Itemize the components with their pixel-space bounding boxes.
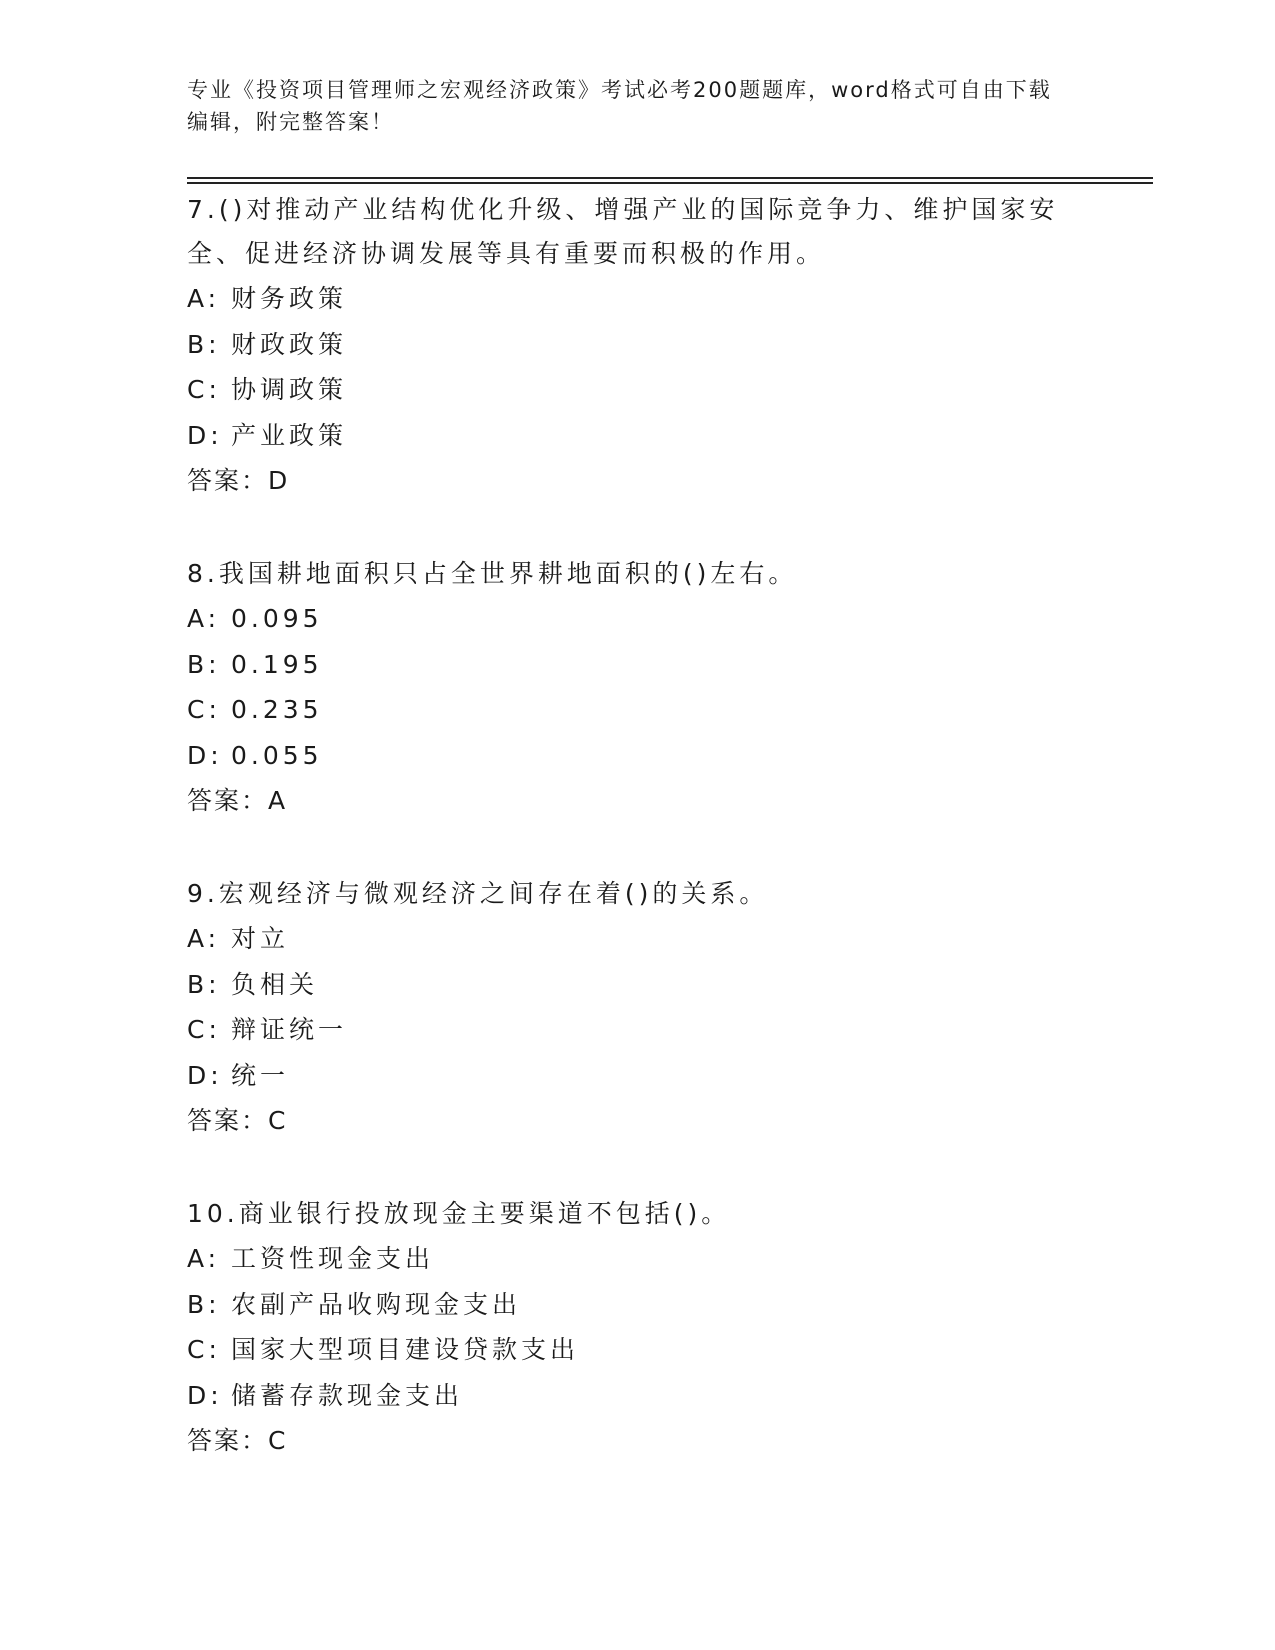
option-a xyxy=(187,1236,1087,1282)
option-text: 产业政策 xyxy=(231,420,348,450)
option-b xyxy=(187,642,1087,688)
question-9 xyxy=(187,872,1087,1144)
option-a xyxy=(187,596,1087,642)
answer-line: 答案：D xyxy=(187,466,290,495)
option-letter: B: xyxy=(187,329,221,359)
option-letter: C: xyxy=(187,1335,221,1364)
question-10 xyxy=(187,1192,1087,1464)
question-stem: 10.商业银行投放现金主要渠道不包括()。 xyxy=(187,1199,731,1228)
option-text: 统一 xyxy=(231,1060,290,1090)
option-letter: A: xyxy=(187,284,221,313)
option-text: 协调政策 xyxy=(231,375,348,404)
option-a xyxy=(187,276,1087,322)
option-letter: D: xyxy=(187,1380,223,1410)
question-7 xyxy=(187,188,1087,504)
question-8 xyxy=(187,552,1087,824)
option-text: 国家大型项目建设贷款支出 xyxy=(231,1335,580,1364)
option-letter: A: xyxy=(187,924,221,953)
option-d xyxy=(187,1373,1087,1419)
option-text: 0.055 xyxy=(231,740,323,770)
option-text: 0.095 xyxy=(231,604,323,633)
option-text: 0.235 xyxy=(231,695,323,724)
option-letter: D: xyxy=(187,1060,223,1090)
option-b xyxy=(187,1282,1087,1328)
option-text: 负相关 xyxy=(231,969,319,999)
option-text: 对立 xyxy=(231,924,290,953)
option-letter: C: xyxy=(187,375,221,404)
question-stem: 7.()对推动产业结构优化升级、增强产业的国际竞争力、维护国家安全、促进经济协调发展等具有重要而积极的作用。 xyxy=(187,195,1059,268)
option-letter: C: xyxy=(187,1015,221,1044)
option-letter: B: xyxy=(187,969,221,999)
question-stem: 9.宏观经济与微观经济之间存在着()的关系。 xyxy=(187,879,769,908)
option-c xyxy=(187,687,1087,733)
document-intro: 专业《投资项目管理师之宏观经济政策》考试必考200题题库，word格式可自由下载编辑，附完整答案！ xyxy=(187,78,1052,134)
option-letter: B: xyxy=(187,1289,221,1319)
option-c xyxy=(187,367,1087,413)
question-stem: 8.我国耕地面积只占全世界耕地面积的()左右。 xyxy=(187,559,798,588)
header-divider-bottom xyxy=(187,182,1153,184)
option-letter: A: xyxy=(187,604,221,633)
option-letter: A: xyxy=(187,1244,221,1273)
option-d xyxy=(187,413,1087,459)
option-letter: D: xyxy=(187,740,223,770)
option-b xyxy=(187,962,1087,1008)
option-letter: D: xyxy=(187,420,223,450)
answer-line: 答案：C xyxy=(187,1426,288,1455)
answer-line: 答案：C xyxy=(187,1106,288,1135)
option-text: 储蓄存款现金支出 xyxy=(231,1380,464,1410)
option-text: 财务政策 xyxy=(231,284,348,313)
option-d xyxy=(187,1053,1087,1099)
option-text: 辩证统一 xyxy=(231,1015,348,1044)
option-d xyxy=(187,733,1087,779)
answer-line: 答案：A xyxy=(187,786,288,815)
option-text: 财政政策 xyxy=(231,329,348,359)
option-text: 农副产品收购现金支出 xyxy=(231,1289,522,1319)
option-a xyxy=(187,916,1087,962)
option-c xyxy=(187,1327,1087,1373)
option-text: 工资性现金支出 xyxy=(231,1244,435,1273)
option-letter: C: xyxy=(187,695,221,724)
option-c xyxy=(187,1007,1087,1053)
option-b xyxy=(187,322,1087,368)
header-divider-top xyxy=(187,177,1153,179)
option-letter: B: xyxy=(187,649,221,679)
option-text: 0.195 xyxy=(231,649,323,679)
